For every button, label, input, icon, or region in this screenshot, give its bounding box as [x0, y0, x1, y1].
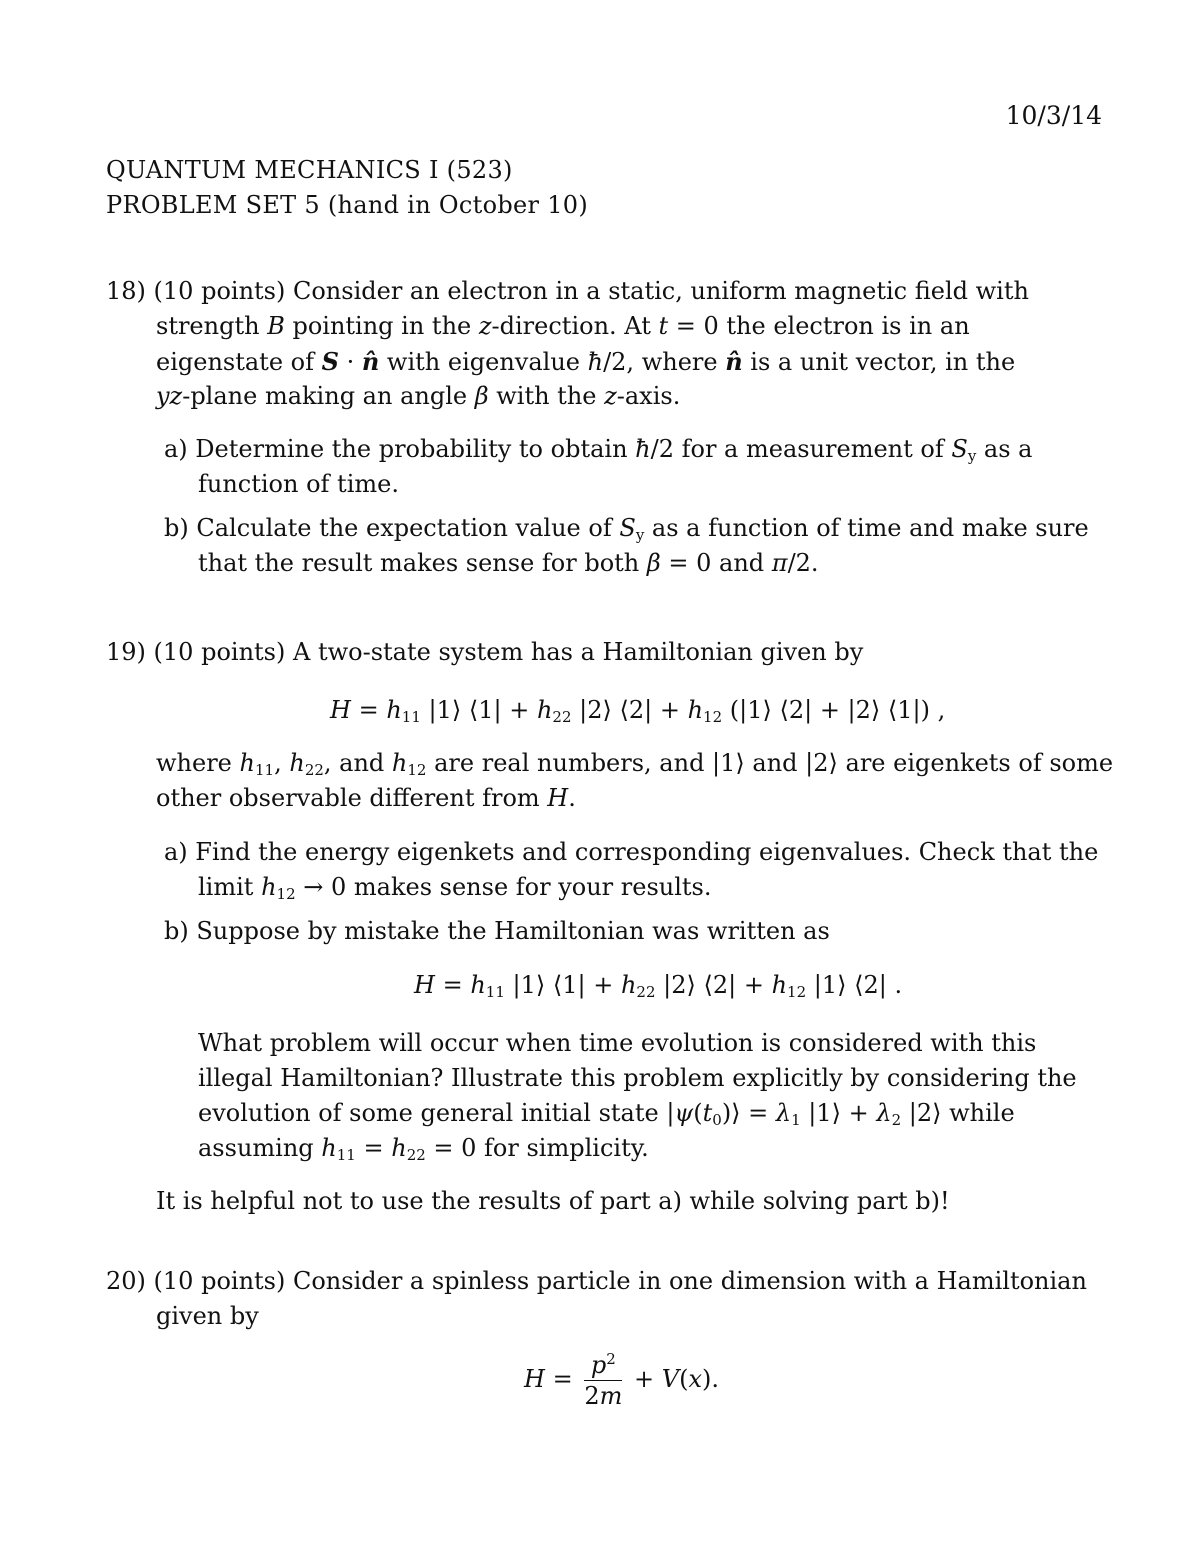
part-label: b)	[164, 917, 189, 945]
problem-number: 18)	[106, 277, 146, 305]
problem-19-line: other observable different from H.	[156, 784, 576, 812]
part-label: a)	[164, 435, 188, 463]
problem-18-line: yz-plane making an angle β with the z-axis.	[156, 382, 681, 410]
problem-19a: a) Find the energy eigenkets and corresponding eigenvalues. Check that the	[164, 838, 1099, 866]
problem-19-line: where $h_{11}$, $h_{22}$, and $h_{12}$ are real numbers, and |1⟩ and |2⟩ are eigenkets of some	[156, 749, 1114, 779]
illegal-hamiltonian-equation: $H = h_{11}$ |1⟩ ⟨1| + $h_{22}$ |2⟩ ⟨2| + $h_{12}$ |1⟩ ⟨2| .	[414, 971, 903, 1001]
problem-18a: a) Determine the probability to obtain ħ/2 for a measurement of $S_y$ as a	[164, 435, 1033, 465]
problem-points: (10 points)	[153, 277, 286, 305]
problem-19b-line: evolution of some general initial state $|\psi(t_0)⟩ = \lambda_1$ |1⟩ + $\lambda_2$ |2⟩ while	[198, 1099, 1015, 1129]
problem-19-number: 19) (10 points) A two-state system has a Hamiltonian given by	[106, 638, 864, 666]
fraction: $\frac{p^2}{2m}$	[584, 1350, 623, 1410]
course-title: QUANTUM MECHANICS I (523)	[106, 156, 513, 184]
problem-19b-line: illegal Hamiltonian? Illustrate this problem explicitly by considering the	[198, 1064, 1077, 1092]
problem-18a-line: function of time.	[198, 470, 399, 498]
problem-20-number: 20) (10 points) Consider a spinless particle in one dimension with a Hamiltonian	[106, 1267, 1087, 1295]
problem-19b: b) Suppose by mistake the Hamiltonian was written as	[164, 917, 830, 945]
problem-points: (10 points)	[153, 638, 286, 666]
problem-18-number: 18) (10 points) Consider an electron in a static, uniform magnetic field with	[106, 277, 1029, 305]
problem-set-title: PROBLEM SET 5 (hand in October 10)	[106, 191, 589, 219]
particle-hamiltonian-equation: H = $\frac{p^2}{2m}$ + V(x).	[524, 1350, 719, 1410]
problem-20-line: given by	[156, 1302, 259, 1330]
problem-18b-line: that the result makes sense for both β = 0 and π/2.	[198, 549, 819, 577]
problem-18b: b) Calculate the expectation value of $S_y$ as a function of time and make sure	[164, 514, 1089, 544]
problem-19b-line: assuming $h_{11} = h_{22} = 0$ for simplicity.	[198, 1134, 649, 1164]
problem-number: 19)	[106, 638, 146, 666]
problem-points: (10 points)	[153, 1267, 286, 1295]
problem-19-note: It is helpful not to use the results of part a) while solving part b)!	[156, 1187, 950, 1215]
problem-19b-line: What problem will occur when time evolution is considered with this	[198, 1029, 1037, 1057]
problem-number: 20)	[106, 1267, 146, 1295]
hamiltonian-equation: $H = h_{11}$ |1⟩ ⟨1| + $h_{22}$ |2⟩ ⟨2| + $h_{12}$ (|1⟩ ⟨2| + |2⟩ ⟨1|) ,	[330, 696, 946, 726]
part-label: a)	[164, 838, 188, 866]
problem-18-line: strength B pointing in the z-direction. At t = 0 the electron is in an	[156, 312, 970, 340]
part-label: b)	[164, 514, 189, 542]
problem-18-line: eigenstate of S · n̂ with eigenvalue ħ/2, where n̂ is a unit vector, in the	[156, 347, 1016, 376]
date: 10/3/14	[1005, 101, 1102, 130]
problem-19a-line: limit $h_{12} \to 0$ makes sense for your results.	[198, 873, 712, 903]
